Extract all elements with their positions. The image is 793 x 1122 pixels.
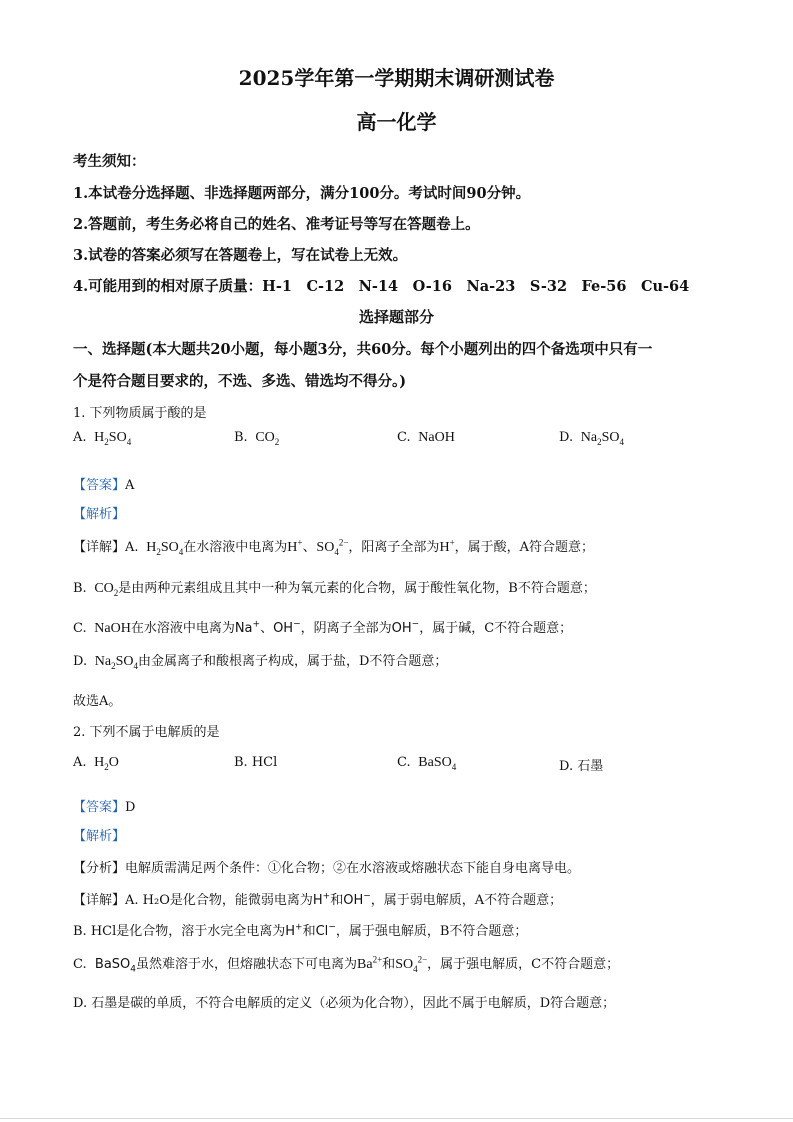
q2-detail-b: B. HCl是化合物，溶于水完全电离为H+和Cl−，属于强电解质，B不符合题意； [73, 922, 528, 939]
formula-naoh: NaOH [414, 430, 455, 445]
q1-detail-d: D. $Na_2SO_4$由金属离子和酸根离子构成，属于盐，D不符合题意； [73, 654, 448, 671]
q2-option-d: D. 石墨 [559, 759, 604, 774]
formula-h2so4: $H_2SO_4$ [90, 430, 132, 447]
page-bottom-divider [0, 1118, 793, 1119]
notice-item-2: 2.答题前，考生务必将自己的姓名、准考证号等写在答题卷上。 [73, 216, 480, 233]
formula-na2so4: $Na_2SO_4$ [577, 430, 624, 447]
q2-detail-c: C. BaSO$_4$虽然难溶于水，但熔融状态下可电离为$Ba^{2+}$和$SO_4^{2-}$，属于强电解质，C不符合题意； [73, 954, 620, 975]
section-instruction-1: 一、选择题(本大题共20小题，每小题3分，共60分。每个小题列出的四个备选项中只有一 [73, 341, 653, 358]
q2-option-b: B. HCl [234, 755, 278, 770]
notice-item-3: 3.试卷的答案必须写在答题卷上，写在试卷上无效。 [73, 247, 408, 264]
q1-detail-c: C. NaOH在水溶液中电离为Na+、OH−，阴离子全部为OH−，属于碱，C不符合题意； [73, 619, 573, 636]
q2-option-c: C. BaSO$_4$ [397, 755, 457, 772]
exam-subtitle: 高一化学 [356, 110, 437, 134]
q1-option-c: C. NaOH [397, 430, 455, 445]
section-instruction-2: 个是符合题目要求的，不选、多选、错选均不得分。) [73, 373, 407, 390]
q2-stem: 2. 下列不属于电解质的是 [73, 725, 220, 740]
q1-detail-b: B. $CO_2$是由两种元素组成且其中一种为氧元素的化合物，属于酸性氧化物，B不符合题意； [73, 581, 596, 598]
section-title: 选择题部分 [358, 308, 434, 326]
q1-answer: 【答案】A [73, 478, 135, 493]
q2-analysis: 【分析】电解质需满足两个条件：①化合物；②在水溶液或熔融状态下能自身电离导电。 [73, 861, 581, 876]
q1-analysis-tag: 【解析】 [73, 507, 126, 522]
q1-option-d: D. $Na_2SO_4$ [559, 430, 624, 447]
q2-analysis-tag: 【解析】 [73, 829, 126, 844]
q2-detail-d: D. 石墨是碳的单质，不符合电解质的定义（必须为化合物），因此不属于电解质，D符合题意； [73, 996, 616, 1011]
q2-detail-a: 【详解】A. H₂O是化合物，能微弱电离为H+和OH−，属于弱电解质，A不符合题意； [73, 891, 563, 908]
q1-stem: 1. 下列物质属于酸的是 [73, 406, 207, 421]
formula-co2: $CO_2$ [251, 430, 280, 447]
q1-option-b: B. $CO_2$ [234, 430, 280, 447]
q1-option-a: A. $H_2SO_4$ [73, 430, 132, 447]
q1-detail-a: 【详解】A. $H_2SO_4$在水溶液中电离为H+、$SO_4^{2-}$，阳离子全部为H+，属于酸，A符合题意； [73, 537, 595, 557]
q2-answer: 【答案】D [73, 800, 136, 815]
q2-option-a: A. $H_2O$ [73, 755, 119, 772]
notice-item-1: 1.本试卷分选择题、非选择题两部分，满分100分。考试时间90分钟。 [73, 185, 531, 202]
exam-title: 2025学年第一学期期末调研测试卷 [238, 66, 555, 90]
q1-conclusion: 故选A。 [73, 694, 122, 709]
notice-item-4: 4.可能用到的相对原子质量：H-1 C-12 N-14 O-16 Na-23 S-32 Fe-56 Cu-64 [73, 278, 690, 295]
notice-heading: 考生须知： [73, 153, 146, 170]
